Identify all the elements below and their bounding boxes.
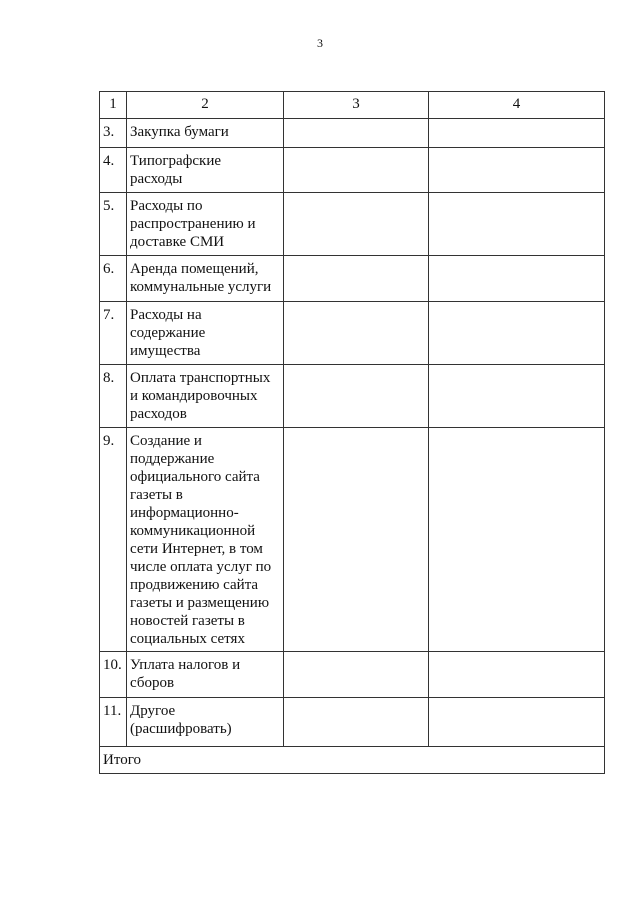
row-expense-name: Расходы по распространению и доставке СМИ [127, 193, 284, 256]
table-row [100, 428, 605, 652]
row-col4-value [429, 698, 605, 747]
row-col4-value [429, 148, 605, 193]
row-number: 8. [100, 365, 127, 428]
row-number: 4. [100, 148, 127, 193]
row-expense-name: Закупка бумаги [127, 119, 284, 148]
table-body [100, 119, 605, 747]
total-label: Итого [100, 747, 605, 774]
row-expense-name: Расходы на содержание имущества [127, 302, 284, 365]
table-row [100, 698, 605, 747]
table-row [100, 302, 605, 365]
row-col3-value [284, 365, 429, 428]
row-number: 9. [100, 428, 127, 652]
table-row [100, 652, 605, 698]
page-number: 3 [317, 36, 323, 50]
row-col3-value [284, 652, 429, 698]
row-col4-value [429, 256, 605, 302]
table-row [100, 119, 605, 148]
row-expense-name: Создание и поддержание официального сайта газеты в информационно- коммуникационной сети Интернет, в том числе оплата услуг по продвижению сайта газеты и размещению новостей газеты в социальных сетях [127, 428, 284, 652]
row-expense-name: Другое (расшифровать) [127, 698, 284, 747]
column-header-4: 4 [429, 92, 605, 119]
row-col4-value [429, 652, 605, 698]
row-expense-name: Уплата налогов и сборов [127, 652, 284, 698]
table-row [100, 148, 605, 193]
row-col3-value [284, 302, 429, 365]
row-col3-value [284, 193, 429, 256]
row-col3-value [284, 256, 429, 302]
row-col4-value [429, 193, 605, 256]
row-col4-value [429, 428, 605, 652]
row-col3-value [284, 698, 429, 747]
row-number: 10. [100, 652, 127, 698]
row-col3-value [284, 148, 429, 193]
table-row [100, 256, 605, 302]
row-col3-value [284, 119, 429, 148]
table-row [100, 365, 605, 428]
column-header-2: 2 [127, 92, 284, 119]
row-col4-value [429, 365, 605, 428]
expense-table [99, 91, 605, 774]
row-number: 11. [100, 698, 127, 747]
total-row [100, 747, 605, 774]
row-number: 5. [100, 193, 127, 256]
row-expense-name: Типографские расходы [127, 148, 284, 193]
table-row [100, 193, 605, 256]
row-number: 3. [100, 119, 127, 148]
column-header-1: 1 [100, 92, 127, 119]
column-header-3: 3 [284, 92, 429, 119]
row-number: 6. [100, 256, 127, 302]
row-col4-value [429, 302, 605, 365]
table-header-row [100, 92, 605, 119]
row-col4-value [429, 119, 605, 148]
row-col3-value [284, 428, 429, 652]
row-expense-name: Оплата транспортных и командировочных расходов [127, 365, 284, 428]
row-number: 7. [100, 302, 127, 365]
row-expense-name: Аренда помещений, коммунальные услуги [127, 256, 284, 302]
